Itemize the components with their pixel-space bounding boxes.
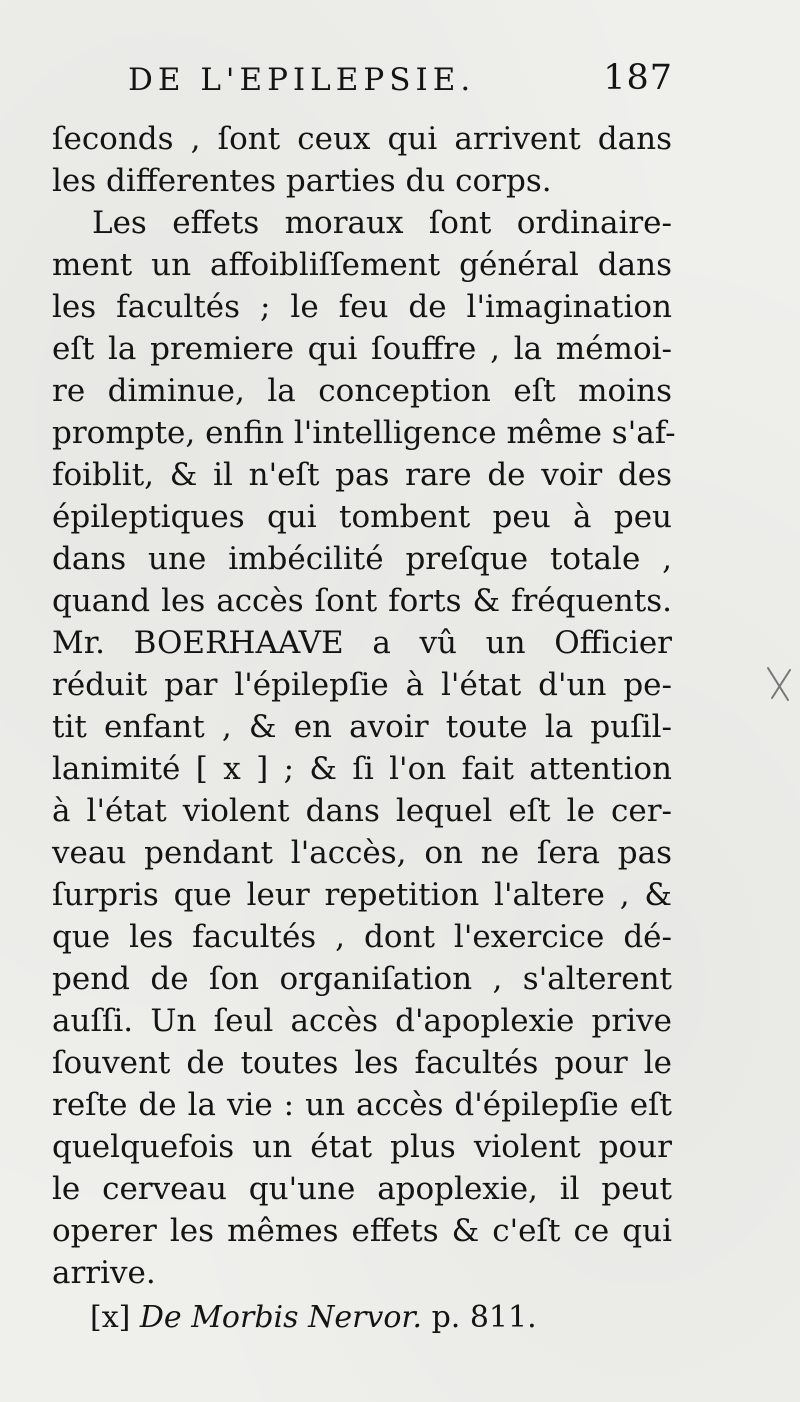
text-line: que les facultés , dont l'exercice dé-: [52, 919, 672, 955]
text-line: foiblit, & il n'eſt pas rare de voir des: [52, 457, 672, 493]
text-line: operer les mêmes effets & c'eſt ce qui: [52, 1213, 672, 1249]
body-text: [52, 118, 676, 1294]
running-title: DE L'EPILEPSIE.: [128, 62, 476, 98]
text-line: eſt la premiere qui ſouffre , la mémoi-: [52, 331, 672, 367]
footnote-page: p. 811.: [431, 1300, 537, 1335]
footnote-mark: [x]: [90, 1300, 131, 1335]
running-head: [128, 58, 673, 108]
text-line: ſeconds , ſont ceux qui arrivent dans: [52, 121, 672, 157]
text-line: arrive.: [52, 1255, 156, 1291]
text-line: les differentes parties du corps.: [52, 163, 552, 199]
page-number: 187: [603, 58, 673, 98]
text-line: veau pendant l'accès, on ne ſera pas: [52, 835, 672, 871]
footnote-reference: De Morbis Nervor.: [139, 1300, 423, 1335]
text-line: re diminue, la conception eſt moins: [52, 373, 672, 409]
text-line: pend de ſon organiſation , s'alterent: [52, 961, 672, 997]
text-line: dans une imbécilité preſque totale ,: [52, 541, 672, 577]
text-line: réduit par l'épilepſie à l'état d'un pe-: [52, 667, 672, 703]
text-line: quelquefois un état plus violent pour: [52, 1129, 672, 1165]
text-line: Les effets moraux ſont ordinaire-: [92, 205, 672, 241]
text-line: prompte, enfin l'intelligence même s'af-: [52, 415, 676, 451]
text-line: ment un affoibliſſement général dans: [52, 247, 672, 283]
text-line: auſſi. Un ſeul accès d'apoplexie prive: [52, 1003, 672, 1039]
text-line: ſurpris que leur repetition l'altere , &: [52, 877, 672, 913]
text-line: les facultés ; le feu de l'imagination: [52, 289, 672, 325]
text-line: quand les accès ſont forts & fréquents.: [52, 583, 672, 619]
text-line: tit enfant , & en avoir toute la puſil-: [52, 709, 672, 745]
text-line: ſouvent de toutes les facultés pour le: [52, 1045, 672, 1081]
text-line: Mr. BOERHAAVE a vû un Officier: [52, 625, 672, 661]
text-line: le cerveau qu'une apoplexie, il peut: [52, 1171, 672, 1207]
text-line: lanimité [ x ] ; & ſi l'on fait attention: [52, 751, 672, 787]
text-line: reſte de la vie : un accès d'épilepſie eſt: [52, 1087, 672, 1123]
footnote: [90, 1300, 537, 1335]
text-line: épileptiques qui tombent peu à peu: [52, 499, 672, 535]
margin-pencil-mark: [760, 660, 800, 710]
text-line: à l'état violent dans lequel eſt le cer-: [52, 793, 672, 829]
